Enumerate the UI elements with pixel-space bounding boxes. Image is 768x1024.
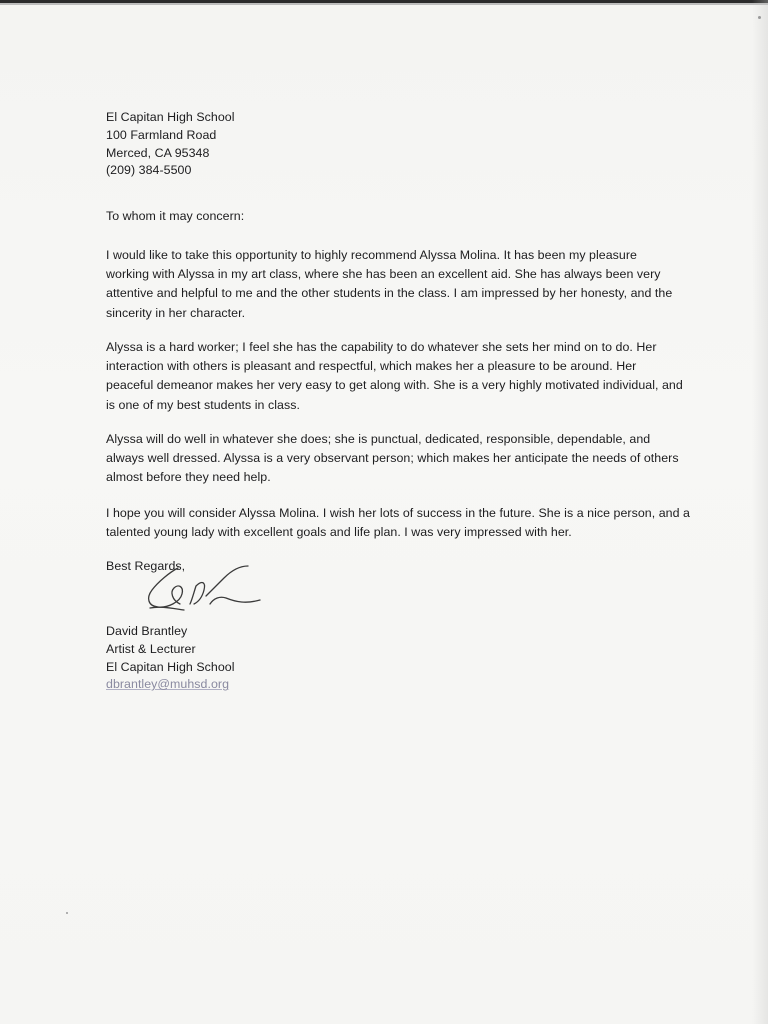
paragraph-line: I hope you will consider Alyssa Molina. I wish her lots of success in the future. She is a nice person, and a <box>106 506 690 520</box>
scan-top-edge-shadow <box>0 3 768 5</box>
signature-stroke <box>206 566 248 596</box>
handwritten-signature <box>140 560 270 620</box>
salutation: To whom it may concern: <box>106 209 245 223</box>
paragraph-line: I would like to take this opportunity to highly recommend Alyssa Molina. It has been my pleasure <box>106 248 637 262</box>
paragraph-line: interaction with others is pleasant and respectful, which makes her a pleasure to be around. Her <box>106 359 637 374</box>
closing: Best Regards, <box>106 559 186 573</box>
scan-speck <box>66 912 68 914</box>
paragraph-line: working with Alyssa in my art class, where she has been an excellent aid. She has always been very <box>106 267 661 282</box>
paragraph-line: always well dressed. Alyssa is a very observant person; which makes her anticipate the needs of others <box>106 451 679 466</box>
paragraph-line: talented young lady with excellent goals and life plan. I was very impressed with her. <box>106 525 572 540</box>
paragraph-line: attentive and helpful to me and the other students in the class. I am impressed by her honesty, and the <box>106 286 673 301</box>
signer-email-link[interactable]: dbrantley@muhsd.org <box>106 677 230 692</box>
paragraph-line: is one of my best students in class. <box>106 397 300 412</box>
signer-block <box>106 623 235 694</box>
paragraph-line: Alyssa will do well in whatever she does; she is punctual, dedicated, responsible, dependable, and <box>106 432 651 446</box>
school-street: 100 Farmland Road <box>106 127 217 142</box>
body-paragraph-4 <box>106 504 690 542</box>
signer-organization: El Capitan High School <box>106 659 235 674</box>
signature-stroke <box>149 568 183 607</box>
school-phone: (209) 384-5500 <box>106 163 192 178</box>
signature-stroke <box>150 607 184 610</box>
scan-speck <box>758 16 761 19</box>
paragraph-line: Alyssa is a hard worker; I feel she has the capability to do whatever she sets her mind on to do. Her <box>106 340 657 354</box>
school-name: El Capitan High School <box>106 110 235 124</box>
school-city: Merced, CA 95348 <box>106 145 210 160</box>
body-paragraph-1 <box>106 246 672 323</box>
signature-stroke <box>210 597 260 604</box>
body-paragraph-3 <box>106 430 679 488</box>
letterhead-address <box>106 109 235 180</box>
body-paragraph-2 <box>106 338 683 415</box>
signature-stroke <box>190 583 205 604</box>
paragraph-line: peaceful demeanor makes her very easy to get along with. She is a very highly motivated individual, and <box>106 378 683 393</box>
paragraph-line: sincerity in her character. <box>106 305 246 320</box>
scan-right-edge <box>752 0 768 1024</box>
signer-name: David Brantley <box>106 624 188 638</box>
signer-title: Artist & Lecturer <box>106 641 196 656</box>
paragraph-line: almost before they need help. <box>106 470 271 485</box>
